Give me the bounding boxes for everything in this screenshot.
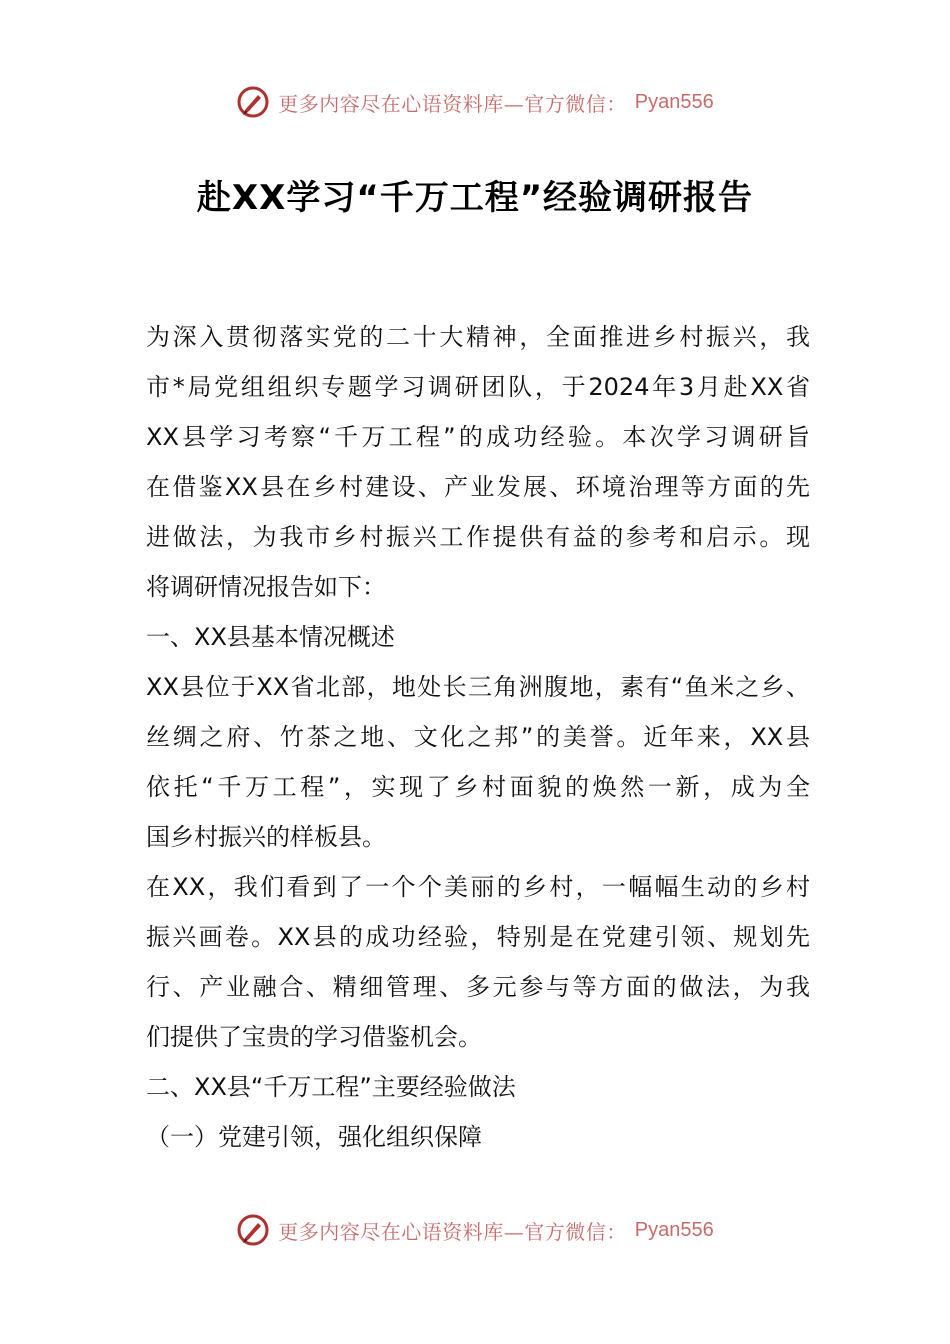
body-line: 国乡村振兴的样板县。 (146, 823, 386, 851)
body-line: 将调研情况报告如下： (146, 573, 386, 601)
watermark-footer (0, 1208, 950, 1252)
body-line: 为深入贯彻落实党的二十大精神，全面推进乡村振兴，我 (146, 323, 810, 351)
body-line: 丝绸之府、竹茶之地、文化之邦”的美誉。近年来，XX县 (146, 723, 810, 751)
body-line: XX县学习考察“千万工程”的成功经验。本次学习调研旨 (146, 423, 810, 451)
body-line: 在XX，我们看到了一个个美丽的乡村，一幅幅生动的乡村 (146, 873, 810, 901)
watermark-wechat-id: Pyan556 (634, 90, 714, 113)
body-line: XX县位于XX省北部，地处长三角洲腹地，素有“鱼米之乡、 (146, 673, 810, 701)
body-line: 在借鉴XX县在乡村建设、产业发展、环境治理等方面的先 (146, 473, 810, 501)
watermark-text: 更多内容尽在心语资料库—官方微信： (278, 91, 627, 116)
body-line: 进做法，为我市乡村振兴工作提供有益的参考和启示。现 (146, 523, 810, 551)
watermark-header (0, 80, 950, 124)
document-title: 赴XX学习“千万工程”经验调研报告 (196, 178, 754, 218)
watermark-wechat-id: Pyan556 (634, 1218, 714, 1241)
section-heading: 一、XX县基本情况概述 (146, 623, 395, 651)
watermark-text: 更多内容尽在心语资料库—官方微信： (278, 1219, 627, 1244)
section-heading: 二、XX县“千万工程”主要经验做法 (146, 1073, 516, 1101)
subsection-heading: （一）党建引领，强化组织保障 (146, 1123, 482, 1151)
body-line: 市*局党组组织专题学习调研团队，于2024年3月赴XX省 (146, 373, 810, 401)
body-line: 振兴画卷。XX县的成功经验，特别是在党建引领、规划先 (146, 923, 810, 951)
document-body (146, 312, 810, 1162)
body-line: 们提供了宝贵的学习借鉴机会。 (146, 1023, 482, 1051)
pen-logo-icon (236, 1213, 270, 1247)
body-line: 依托“千万工程”，实现了乡村面貌的焕然一新，成为全 (146, 773, 810, 801)
body-line: 行、产业融合、精细管理、多元参与等方面的做法，为我 (146, 973, 810, 1001)
pen-logo-icon (236, 85, 270, 119)
